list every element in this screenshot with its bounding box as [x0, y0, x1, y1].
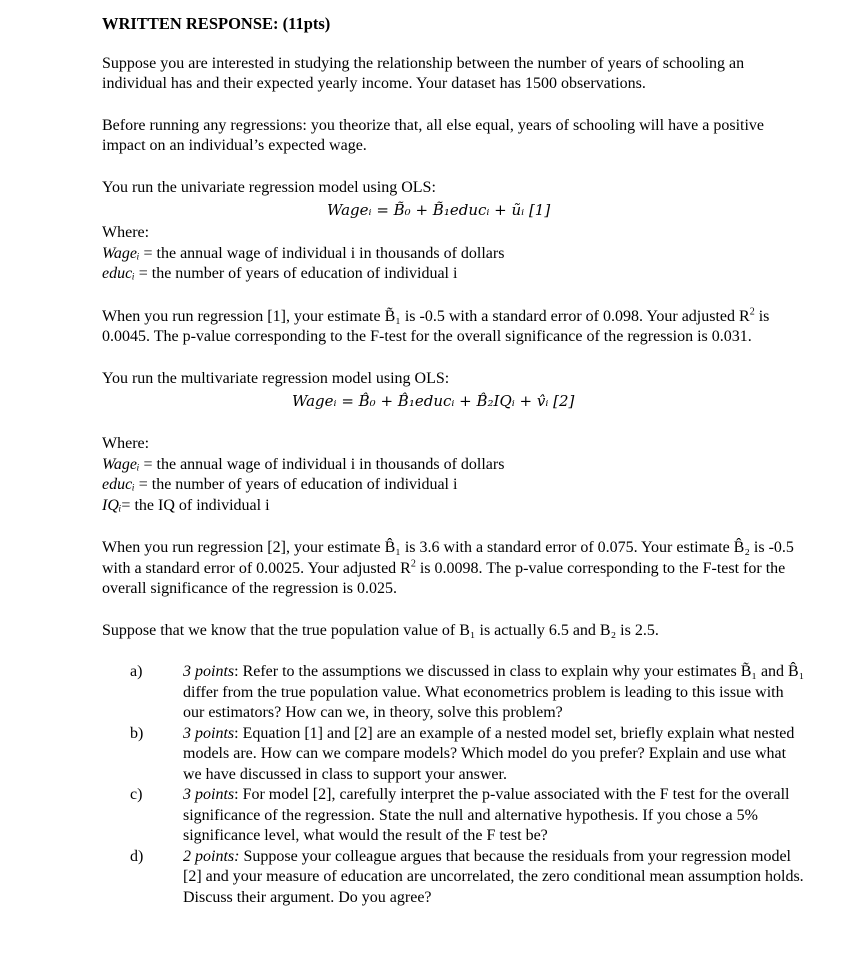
- results-text-a: When you run regression [2], your estimate B̂₁ is 3.6 with a standard error of 0.075. Your estimate B̂₂ is -0.5 with a standard error of 0.0025. Your adjusted R: [102, 539, 794, 577]
- question-letter: c): [130, 786, 143, 803]
- spacer: [102, 285, 807, 307]
- def-var: IQᵢ: [102, 496, 122, 514]
- model1-results-paragraph: [102, 307, 807, 348]
- def-var: educᵢ: [102, 476, 135, 493]
- def-text: = the number of years of education of individual i: [134, 265, 458, 282]
- true-values-paragraph: Suppose that we know that the true population value of B₁ is actually 6.5 and B₂ is 2.5.: [102, 621, 659, 639]
- model2-def-wage: [102, 455, 807, 476]
- spacer: [102, 516, 807, 538]
- page-title: WRITTEN RESPONSE: (11pts): [102, 14, 331, 33]
- def-var: Wageᵢ: [102, 244, 140, 262]
- model2-def-iq: [102, 496, 807, 517]
- question-letter: b): [130, 724, 144, 742]
- def-text: = the IQ of individual i: [121, 496, 270, 514]
- def-text: = the number of years of education of individual i: [134, 476, 458, 493]
- question-c: [130, 785, 807, 847]
- model2-where-label: Where:: [102, 435, 150, 452]
- question-list: [102, 662, 807, 908]
- question-text: : For model [2], carefully interpret the p-value associated with the F test for the overall significance of the regression. State the null and alternative hypothesis. If you chose a 5% significance level, what would the result of the F test be?: [183, 786, 790, 844]
- question-points: 3 points: [183, 663, 235, 680]
- question-letter: d): [130, 847, 144, 865]
- question-text: Suppose your colleague argues that because the residuals from your regression model [2] and your measure of education are uncorrelated, the zero conditional mean assumption holds. Discuss their argument. Do you agree?: [183, 847, 804, 906]
- model2-lead: You run the multivariate regression model using OLS:: [102, 369, 450, 387]
- question-points: 2 points:: [183, 847, 240, 865]
- def-text: = the annual wage of individual i in thousands of dollars: [139, 244, 505, 262]
- question-points: 3 points: [183, 724, 235, 742]
- model1-def-wage: [102, 244, 807, 265]
- results-text-b: is 0.0098. The p-value corresponding to the F-test for the overall significance of the regression is 0.025.: [102, 559, 786, 597]
- question-b: [130, 724, 807, 786]
- theory-paragraph: Before running any regressions: you theorize that, all else equal, years of schooling will have a positive impact on an individual’s expected wage.: [102, 116, 765, 154]
- model1-def-educ: [102, 264, 807, 285]
- r-squared-superscript: 2: [410, 558, 416, 570]
- def-var: Wageᵢ: [102, 455, 140, 473]
- question-a: [130, 662, 807, 724]
- question-letter: a): [130, 663, 143, 680]
- intro-paragraph: Suppose you are interested in studying the relationship between the number of years of schooling an individual has and their expected yearly income. Your dataset has 1500 observations.: [102, 54, 745, 92]
- model1-where-label: Where:: [102, 224, 150, 241]
- def-var: educᵢ: [102, 265, 135, 282]
- document-page: [102, 14, 807, 908]
- r-squared-superscript: 2: [749, 306, 755, 318]
- results-text-a: When you run regression [1], your estimate B̃₁ is -0.5 with a standard error of 0.098. Your adjusted R: [102, 307, 750, 325]
- question-text: : Refer to the assumptions we discussed in class to explain why your estimates B̃₁ and B̂₁ differ from the true population value. What econometrics problem is leading to this issue with our estimators? How can we, in theory, solve this problem?: [183, 663, 805, 721]
- model1-lead: You run the univariate regression model using OLS:: [102, 178, 436, 196]
- regression-equation-2: Wageᵢ = B̂₀ + B̂₁educᵢ + B̂₂IQᵢ + v̂ᵢ [2]: [292, 392, 575, 410]
- question-points: 3 points: [183, 786, 235, 803]
- model2-def-educ: [102, 475, 807, 496]
- question-text: : Equation [1] and [2] are an example of a nested model set, briefly explain what nested models are. How can we compare models? Which model do you prefer? Explain and use what we have discussed in class to support your answer.: [183, 724, 795, 783]
- question-d: [130, 847, 807, 909]
- def-text: = the annual wage of individual i in thousands of dollars: [139, 455, 505, 473]
- results-text-b: is 0.0045. The p-value corresponding to the F-test for the overall significance of the regression is 0.031.: [102, 307, 770, 345]
- model2-results-paragraph: [102, 538, 807, 600]
- regression-equation-1: Wageᵢ = B̃₀ + B̃₁educᵢ + ũᵢ [1]: [327, 201, 551, 219]
